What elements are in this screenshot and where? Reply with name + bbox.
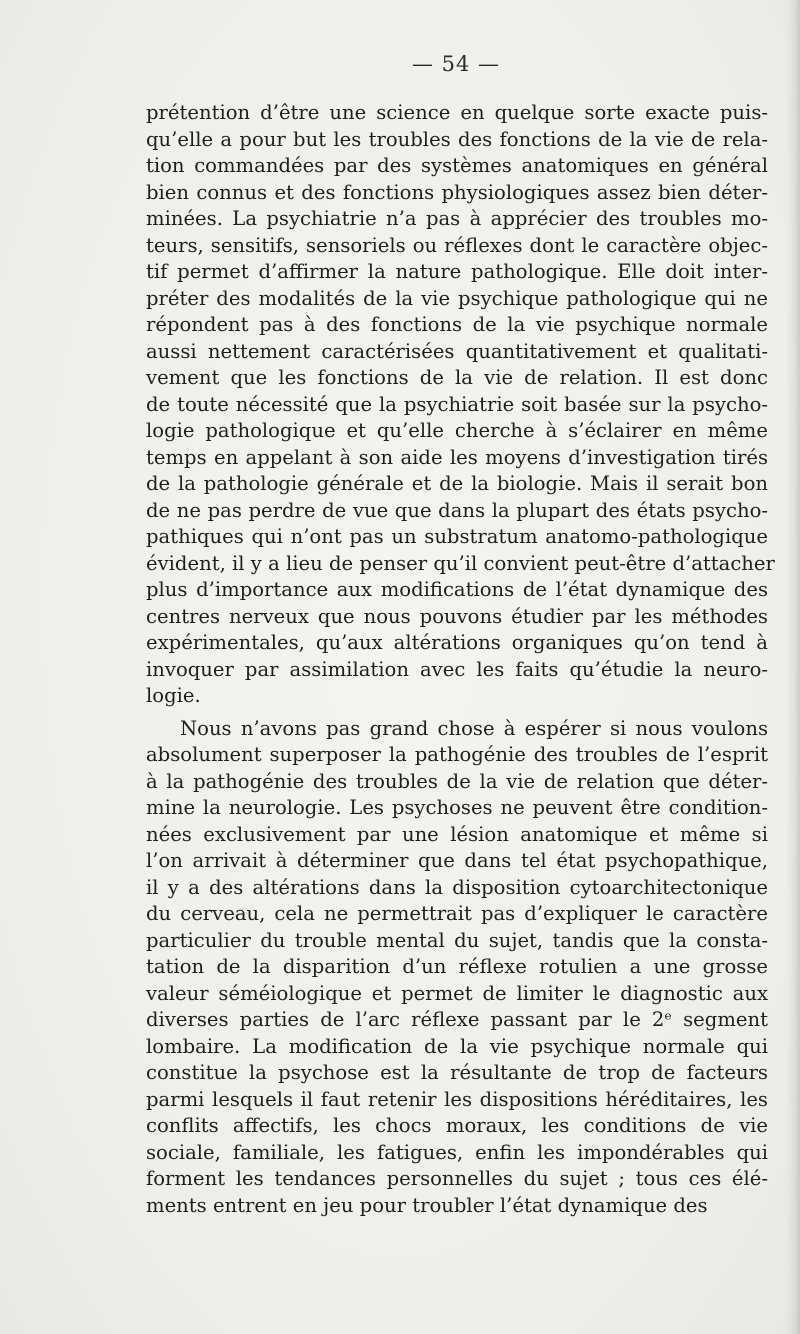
text-line: expérimentales, qu’aux altérations organiques qu’on tend à	[146, 631, 768, 654]
text-line: à la pathogénie des troubles de la vie de relation que déter-	[146, 769, 768, 793]
text-line: aussi nettement caractérisées quantitativement et qualitati-	[146, 339, 768, 363]
text-line: vement que les fonctions de la vie de relation. Il est donc	[146, 366, 768, 389]
page-number: — 54 —	[411, 52, 501, 76]
text-line: préter des modalités de la vie psychique pathologique qui ne	[146, 286, 768, 310]
text-line: forment les tendances personnelles du sujet ; tous ces élé-	[146, 1167, 768, 1190]
text-line: bien connus et des fonctions physiologiques assez bien déter-	[146, 180, 768, 204]
text-line: sociale, familiale, les fatigues, enfin les impondérables qui	[146, 1140, 768, 1164]
page-edge-shadow	[786, 0, 800, 1334]
text-line: tif permet d’affirmer la nature pathologique. Elle doit inter-	[146, 260, 768, 283]
text-line: constitue la psychose est la résultante de trop de facteurs	[146, 1061, 768, 1084]
text-line: plus d’importance aux modifications de l’état dynamique des	[146, 578, 768, 601]
text-line: parmi lesquels il faut retenir les dispositions héréditaires, les	[146, 1087, 768, 1111]
text-line: tion commandées par des systèmes anatomiques en général	[146, 154, 768, 177]
text-line: l’on arrivait à déterminer que dans tel état psychopathique,	[146, 849, 768, 872]
text-line: qu’elle a pour but les troubles des fonctions de la vie de rela-	[146, 127, 768, 151]
text-line: nées exclusivement par une lésion anatomique et même si	[146, 822, 768, 846]
text-line: logie pathologique et qu’elle cherche à s’éclairer en même	[146, 419, 768, 442]
text-line: pathiques qui n’ont pas un substratum anatomo-pathologique	[146, 525, 768, 548]
text-line: lombaire. La modification de la vie psychique normale qui	[146, 1034, 768, 1058]
text-line: il y a des altérations dans la disposition cytoarchitectonique	[146, 875, 768, 899]
text-line: du cerveau, cela ne permettrait pas d’expliquer le caractère	[146, 902, 768, 925]
body-text	[146, 100, 775, 1219]
text-line: teurs, sensitifs, sensoriels ou réflexes dont le caractère objec-	[146, 233, 768, 257]
text-line: particulier du trouble mental du sujet, tandis que la consta-	[146, 928, 768, 952]
text-line: minées. La psychiatrie n’a pas à apprécier des troubles mo-	[146, 207, 768, 230]
text-line: temps en appelant à son aide les moyens d’investigation tirés	[146, 445, 768, 469]
paragraph-2	[146, 716, 768, 1220]
text-line: de la pathologie générale et de la biologie. Mais il serait bon	[146, 472, 768, 495]
text-line: répondent pas à des fonctions de la vie psychique normale	[146, 313, 768, 336]
text-line: valeur séméiologique et permet de limiter le diagnostic aux	[146, 981, 768, 1005]
text-line: centres nerveux que nous pouvons étudier par les méthodes	[146, 604, 768, 628]
text-line: de toute nécessité que la psychiatrie soit basée sur la psycho-	[146, 392, 768, 416]
text-line: de ne pas perdre de vue que dans la plupart des états psycho-	[146, 498, 768, 522]
text-line: invoquer par assimilation avec les faits qu’étudie la neuro-	[146, 657, 768, 681]
text-line: Nous n’avons pas grand chose à espérer si nous voulons	[180, 716, 768, 740]
text-line: prétention d’être une science en quelque sorte exacte puis-	[146, 101, 768, 124]
paragraph-1	[146, 100, 775, 710]
text-line: absolument superposer la pathogénie des troubles de l’esprit	[146, 743, 768, 766]
text-line: mine la neurologie. Les psychoses ne peuvent être condition-	[146, 796, 768, 819]
text-line: ments entrent en jeu pour troubler l’état dynamique des	[146, 1193, 708, 1217]
text-line: tation de la disparition d’un réflexe rotulien a une grosse	[146, 955, 768, 978]
text-line: conflits affectifs, les chocs moraux, les conditions de vie	[146, 1114, 768, 1137]
text-line: logie.	[146, 684, 201, 707]
text-line: évident, il y a lieu de penser qu’il convient peut-être d’attacher	[146, 551, 775, 575]
text-line: diverses parties de l’arc réflexe passant par le 2ᵉ segment	[146, 1008, 768, 1031]
